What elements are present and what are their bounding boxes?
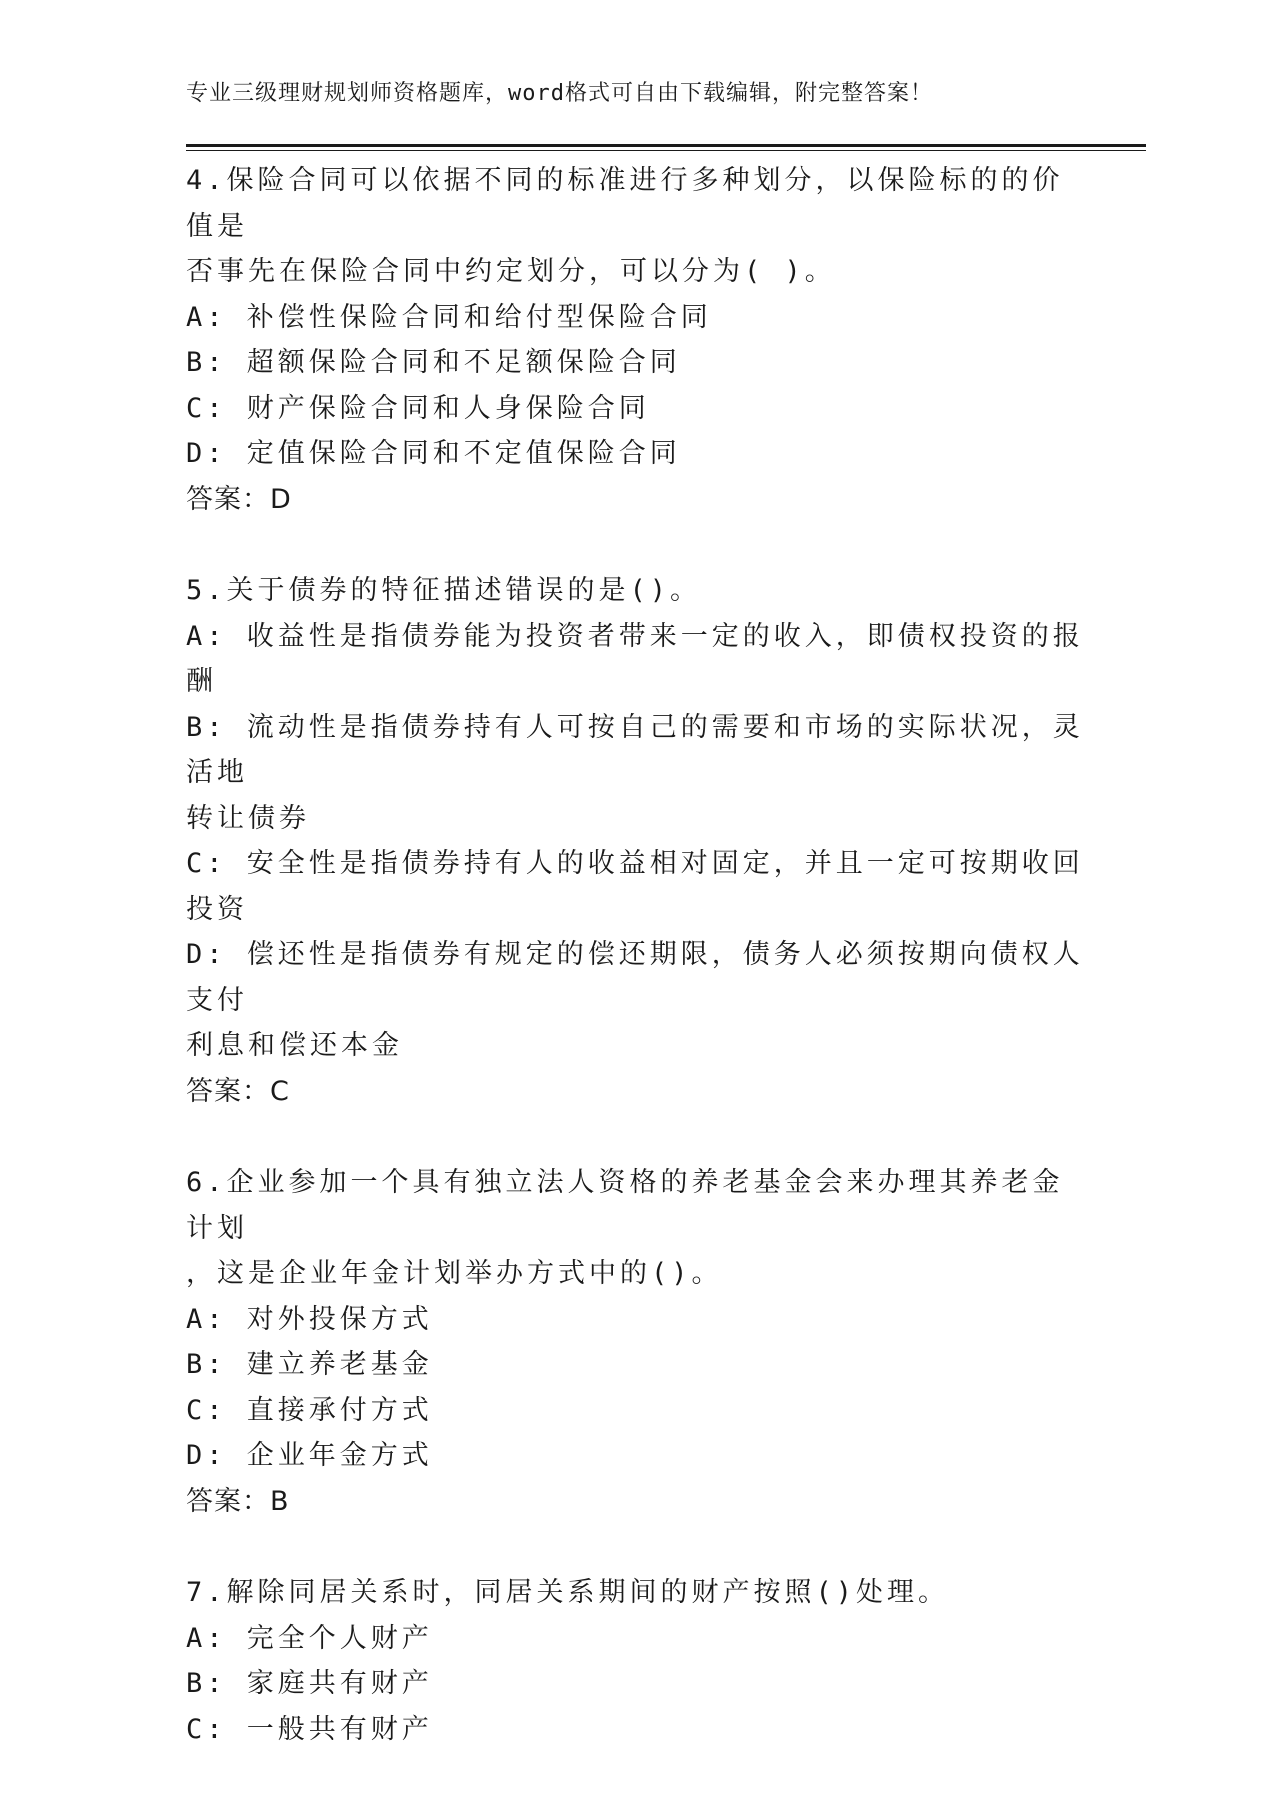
question-stem-line: 5.关于债券的特征描述错误的是()。 [186,575,702,606]
question-stem-line: 否事先在保险合同中约定划分，可以分为( )。 [186,256,836,287]
question-stem-line: 7.解除同居关系时，同居关系期间的财产按照()处理。 [186,1577,950,1608]
header-rule-thick [186,144,1146,147]
option-line: B: 建立养老基金 [186,1349,433,1380]
question-block [186,1160,1086,1524]
option-line: C: 安全性是指债券持有人的收益相对固定，并且一定可按期收回投资 [186,848,1084,925]
option-line: A: 补偿性保险合同和给付型保险合同 [186,301,712,333]
option-line: C: 直接承付方式 [186,1394,433,1426]
question-list [186,158,1086,1798]
question-block [186,158,1086,522]
option-line: D: 偿还性是指债券有规定的偿还期限，债务人必须按期向债权人支付 [186,939,1084,1016]
option-line: 转让债券 [186,802,310,834]
option-line: C: 财产保险合同和人身保险合同 [186,392,650,424]
option-line: D: 企业年金方式 [186,1440,433,1471]
option-line: A: 对外投保方式 [186,1303,433,1335]
answer-line: 答案：D [186,483,292,515]
question-block [186,568,1086,1114]
option-line: 利息和偿还本金 [186,1030,403,1061]
answer-line: 答案：C [186,1075,290,1107]
option-line: A: 完全个人财产 [186,1622,433,1654]
option-line: B: 超额保险合同和不足额保险合同 [186,347,681,378]
answer-line: 答案：B [186,1485,290,1517]
question-block [186,1570,1086,1752]
question-stem-line: ，这是企业年金计划举办方式中的()。 [186,1258,723,1289]
question-stem-line: 6.企业参加一个具有独立法人资格的养老基金会来办理其养老金计划 [186,1167,1064,1244]
option-line: B: 流动性是指债券持有人可按自己的需要和市场的实际状况，灵活地 [186,711,1084,788]
header-rule-thin [186,150,1146,151]
option-line: A: 收益性是指债券能为投资者带来一定的收入，即债权投资的报酬 [186,620,1084,697]
question-stem-line: 4.保险合同可以依据不同的标准进行多种划分，以保险标的的价值是 [186,165,1064,242]
page-header: 专业三级理财规划师资格题库，word格式可自由下载编辑，附完整答案！ [186,81,933,106]
option-line: B: 家庭共有财产 [186,1668,433,1699]
option-line: D: 定值保险合同和不定值保险合同 [186,438,681,469]
option-line: C: 一般共有财产 [186,1713,433,1745]
